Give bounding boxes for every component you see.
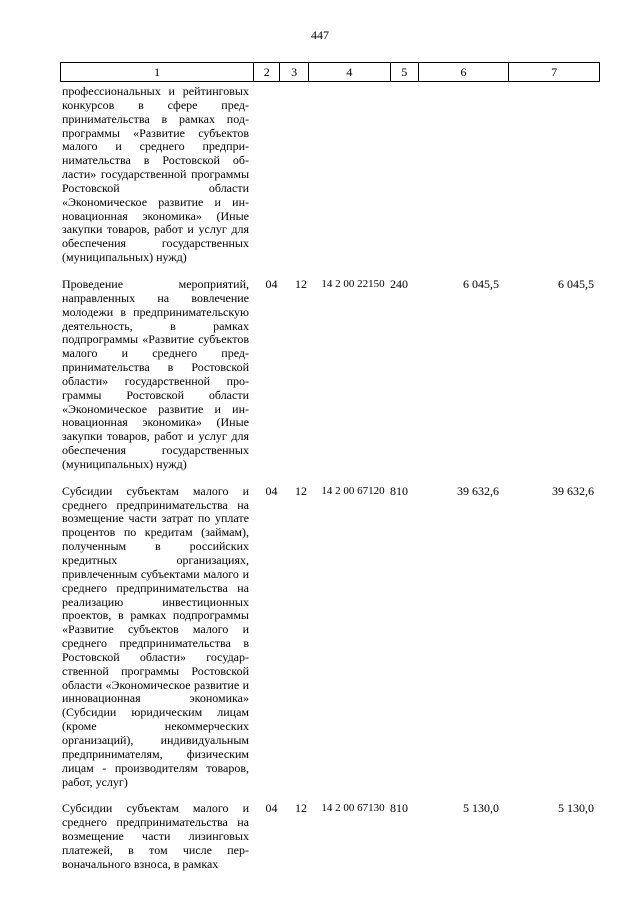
row-col-5: [386, 85, 412, 265]
row-col-7: 6 045,5: [558, 276, 594, 291]
page-number: 447: [311, 28, 329, 42]
row-col-4: 14 2 00 22150: [321, 277, 385, 290]
table-row: [62, 278, 600, 472]
row-description: профессиональных и рейтинговых конкурсов в сфере предпринимательства в рамках подпрограммы «Развитие субъектов малого и среднего предпринимательства в Ростовской области» государственной программы Ростовской области «Экономическое развитие и инновационная экономика» (Иные закупки товаров, работ и услуг для обеспечения государственных (муниципальных) нужд): [62, 84, 249, 265]
row-col-5: 810: [390, 801, 408, 816]
row-col-2: [253, 85, 290, 265]
row-description: Субсидии субъектам малого и среднего предпринимательства на возмещение части затрат по уплате процентов по кредитам (займам), полученным в российских кредитных организациях, привлеченным субъектами малого и среднего предпринимательства на реализацию инвестиционных проектов, в рамках подпрограммы «Развитие субъектов малого и среднего предпринимательства в Ростовской области» государственной программы Ростовской области «Экономическое развитие и инновационная экономика» (Субсидии юридическим лицам (кроме некоммерческих организаций), индивидуальным предпринимателям, физическим лицам - производителям товаров, работ, услуг): [62, 483, 249, 789]
row-col-5: 810: [390, 483, 408, 498]
row-col-3: 12: [295, 801, 307, 816]
column-header-6: 6: [418, 63, 509, 81]
table-row: [62, 85, 600, 265]
column-header-3: 3: [279, 63, 308, 81]
row-col-2: 04: [265, 801, 278, 816]
row-col-6: 6 045,5: [463, 276, 499, 291]
row-col-7: 39 632,6: [552, 483, 594, 498]
table-row: [62, 485, 600, 790]
row-col-4: 14 2 00 67120: [321, 484, 385, 497]
row-col-7: 5 130,0: [558, 801, 594, 816]
row-col-6: [412, 85, 503, 265]
row-col-2: 04: [265, 483, 278, 498]
row-description: Субсидии субъектам малого и среднего предпринимательства на возмещение части лизинговых платежей, в том числе первоначального взноса, в рамках: [62, 801, 249, 871]
row-col-2: 04: [265, 276, 278, 291]
row-col-5: 240: [390, 276, 408, 291]
row-col-6: 5 130,0: [463, 801, 499, 816]
column-header-1: 1: [154, 65, 161, 79]
column-header-5: 5: [390, 63, 418, 81]
table-header: [60, 62, 600, 82]
row-col-4: 14 2 00 67130: [321, 802, 385, 815]
row-col-3: 12: [295, 483, 307, 498]
row-description: Проведение мероприятий, направленных на вовлечение молодежи в предпринимательскую деятельность, в рамках подпрограммы «Развитие субъектов малого и среднего предпринимательства в Ростовской области» государственной программы Ростовской области «Экономическое развитие и инновационная экономика» (Иные закупки товаров, работ и услуг для обеспечения государственных (муниципальных) нужд): [62, 276, 249, 471]
column-header-2: 2: [253, 63, 279, 81]
table-body: [62, 83, 600, 872]
table-row: [62, 802, 600, 871]
row-col-3: 12: [295, 276, 307, 291]
row-col-6: 39 632,6: [457, 483, 499, 498]
row-col-4: [312, 85, 394, 265]
row-col-3: [290, 85, 312, 265]
row-col-7: [503, 85, 594, 265]
column-header-4: 4: [308, 63, 390, 81]
column-header-7: 7: [508, 63, 599, 81]
